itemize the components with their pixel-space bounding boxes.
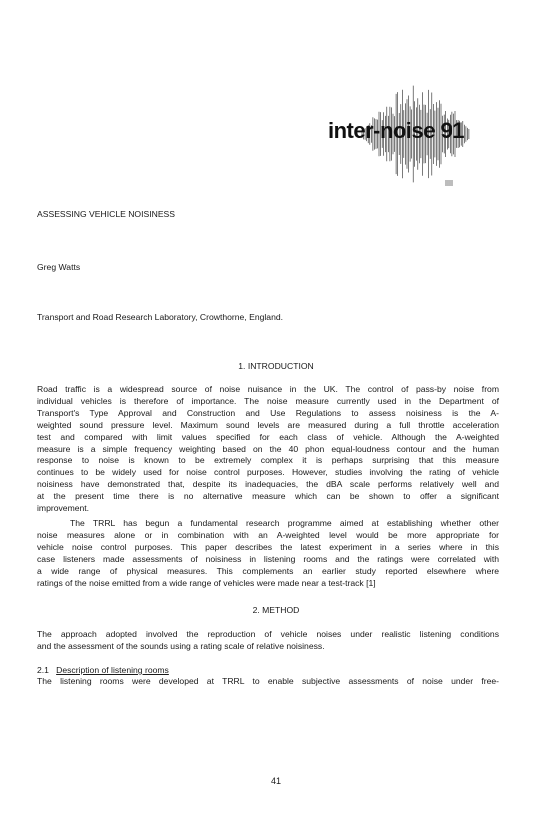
logo-text: inter-noise 91 [328, 118, 465, 143]
page-number: 41 [270, 776, 281, 786]
text-line: ratings of the noise emitted from a wide range of vehicles were made near a test-track [1] [37, 577, 376, 588]
text-line: response to noise is known to be extremely complex it is perhaps surprising that this measure [37, 455, 499, 466]
subsection-heading [37, 664, 169, 676]
intro-paragraph-2 [37, 518, 499, 589]
text-line: Transport's Type Approval and Construction and Use Regulations to assess noisiness is the A- [37, 407, 499, 418]
text-line: The approach adopted involved the reproduction of vehicle noises under realistic listening conditions [37, 629, 499, 639]
text-line: individual vehicles is therefore of importance. The noise measure currently used in the Department of [37, 395, 499, 406]
paper-title: ASSESSING VEHICLE NOISINESS [37, 209, 176, 219]
text-line: case listeners made assessments of noisiness in listening rooms and the ratings were correlated with [37, 553, 499, 564]
text-line: vehicle noise control purposes. This paper describes the latest experiment in a series where in this [37, 541, 499, 552]
text-line: The listening rooms were developed at TRRL to enable subjective assessments of noise under free- [37, 676, 499, 686]
text-line: continues to be widely used for noise control purposes. However, studies involving the rating of vehicle [37, 467, 499, 478]
paper-affiliation: Transport and Road Research Laboratory, Crowthorne, England. [37, 312, 284, 322]
text-line: weighted sound pressure level. Maximum sound levels are measured during a full throttle acceleration [37, 419, 499, 430]
subsection-title: Description of listening rooms [56, 665, 169, 675]
method-paragraph-2 [37, 676, 499, 688]
text-line: Road traffic is a widespread source of noise nuisance in the UK. The control of pass-by noise from [37, 384, 499, 394]
text-line: measure is a simple frequency weighting based on the 40 phon equal-loudness contour and the human [37, 443, 499, 454]
text-line: improvement. [37, 503, 90, 514]
text-line: noisiness have demonstrated that, despite its inadequacies, the dBA scale performs relatively well and [37, 479, 499, 490]
text-line: and the assessment of the sounds using a rating scale of relative noisiness. [37, 640, 325, 651]
method-heading: 2. METHOD [252, 605, 300, 615]
text-line: at the present time there is no alternative measure which can be shown to offer a significant [37, 491, 499, 502]
method-paragraph-1 [37, 629, 499, 653]
text-line: test and compared with limit values specified for each class of vehicle. Although the A-weighted [37, 431, 499, 442]
paper-author: Greg Watts [37, 262, 81, 272]
text-line: noise measures alone or in combination with an A-weighted level would be more appropriate for [37, 529, 499, 540]
introduction-heading: 1. INTRODUCTION [238, 361, 314, 371]
subsection-number: 2.1 [37, 665, 49, 675]
inter-noise-logo [322, 72, 472, 192]
intro-paragraph-1 [37, 384, 499, 515]
text-line: The TRRL has begun a fundamental research programme aimed at establishing whether other [70, 518, 499, 528]
text-line: a wide range of physical measures. This complements an earlier study reported elsewhere where [37, 565, 499, 576]
